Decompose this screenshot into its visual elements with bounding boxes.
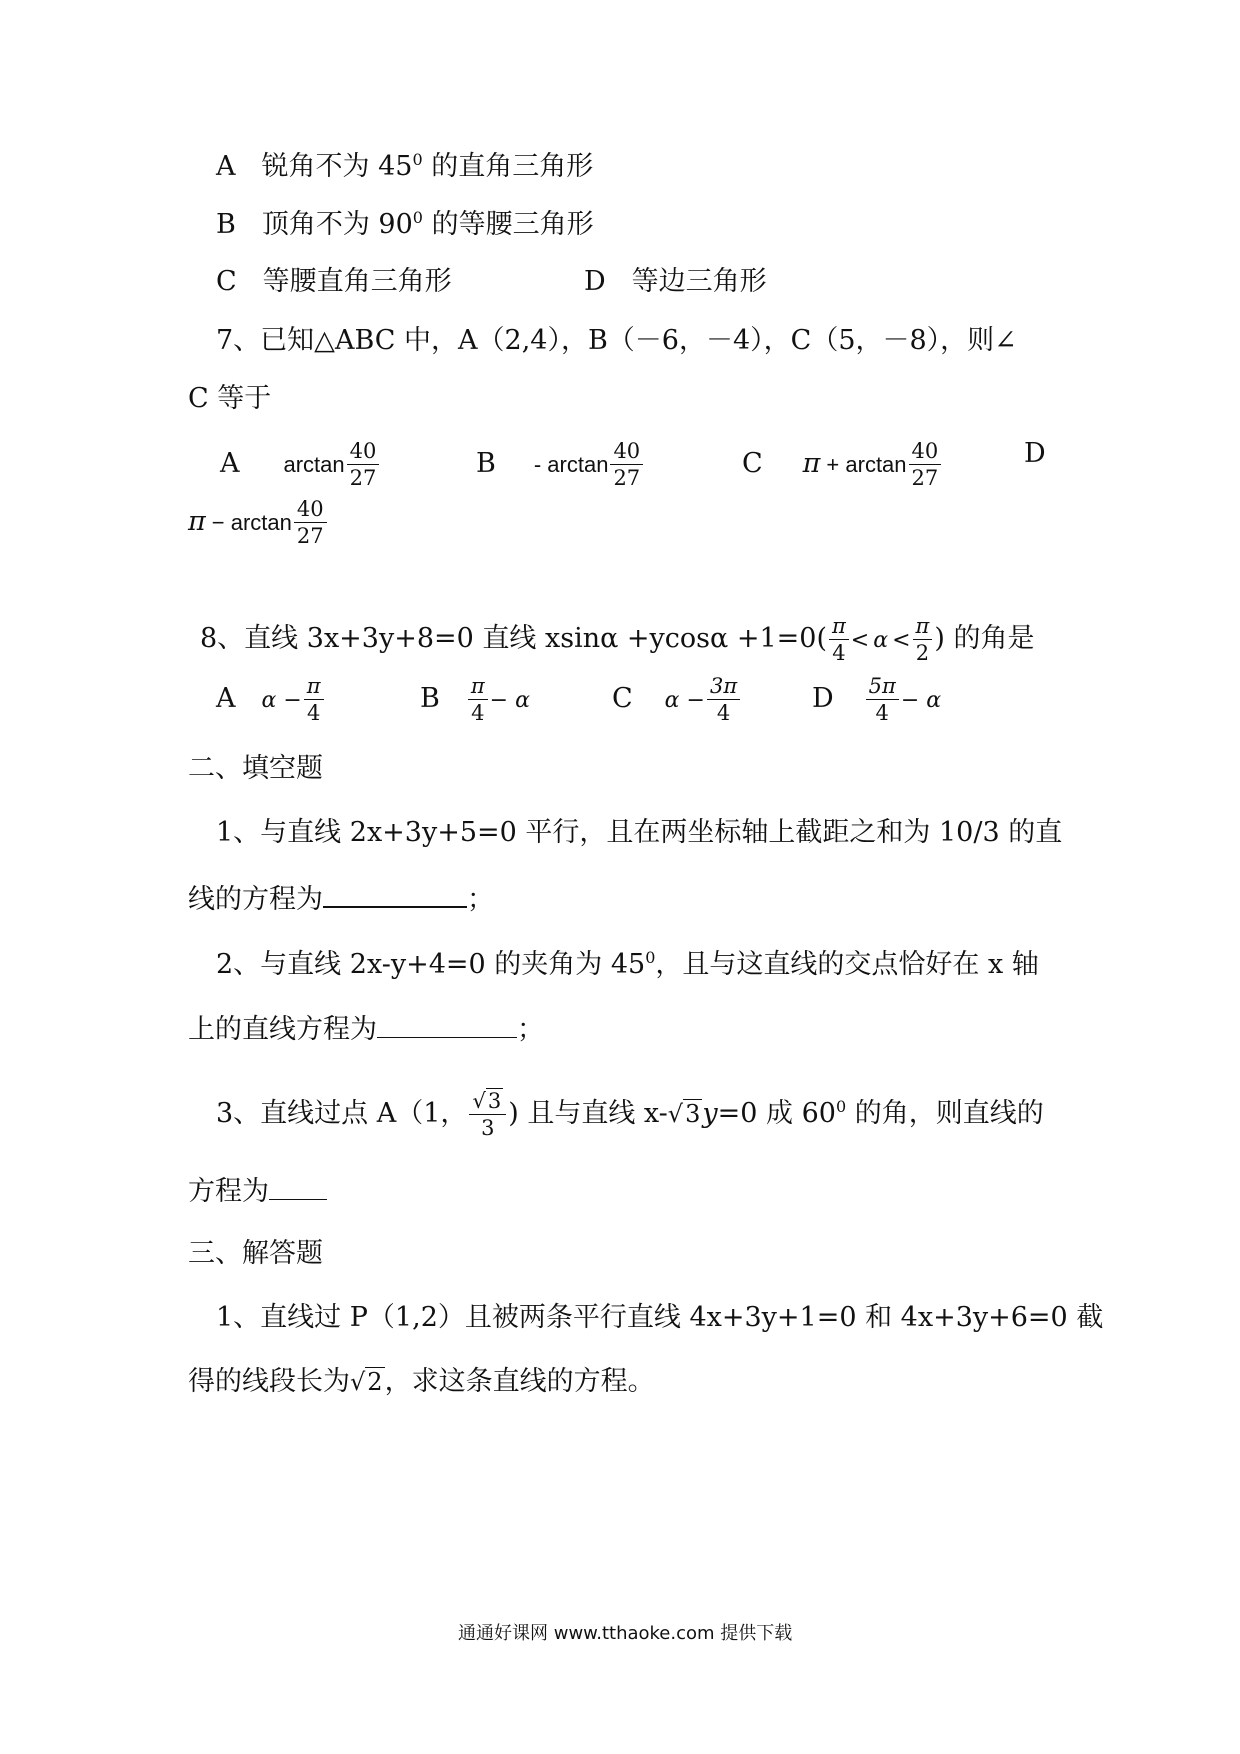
problem-q1-line2: 得的线段长为√2，求这条直线的方程。	[188, 1366, 655, 1397]
sqrt-symbol: √3	[667, 1100, 701, 1129]
fraction: $\frac{40}{27}$	[347, 440, 380, 489]
fill-q1-line2: 线的方程为 ；	[188, 884, 494, 915]
fraction: $\frac{√3}{3}$	[469, 1090, 506, 1139]
q7-stem-line2: C 等于	[188, 383, 272, 414]
fraction: $\frac{40}{27}$	[909, 440, 942, 489]
fill-q1-line1: 1、与直线 2x+3y+5=0 平行，且在两坐标轴上截距之和为 10/3 的直	[216, 817, 1063, 848]
answer-blank[interactable]	[323, 884, 467, 908]
q8-option-a: A α − $\frac{\pi}{4}$	[216, 675, 326, 724]
option-b: B 顶角不为 $90^0$ 的等腰三角形	[216, 208, 594, 240]
fraction: $\frac{\pi}{4}$	[829, 615, 849, 664]
q7-option-d: π − arctan $\frac{40}{27}$	[188, 498, 329, 547]
fraction: $\frac{5\pi}{4}$	[866, 675, 899, 724]
q7-option-a: A arctan $\frac{40}{27}$	[220, 440, 381, 489]
fraction: $\frac{40}{27}$	[610, 440, 643, 489]
sqrt-symbol: √2	[350, 1368, 383, 1396]
fraction: $\frac{3\pi}{4}$	[707, 675, 740, 724]
problem-q1-line1: 1、直线过 P（1,2）且被两条平行直线 4x+3y+1=0 和 4x+3y+6=0 截	[216, 1302, 1104, 1333]
fill-q2-line1: 2、与直线 2x-y+4=0 的夹角为 $45^0$，且与这直线的交点恰好在 x 轴	[216, 948, 1039, 980]
q8-stem: 8、直线 3x+3y+8=0 直线 xsinα +ycosα +1=0( $\frac{\pi}{4}$ < α < $\frac{\pi}{2}$ ) 的角是	[200, 614, 1035, 666]
footer-text: 通通好课网 www.tthaoke.com 提供下载	[458, 1623, 793, 1644]
option-d: D 等边三角形	[584, 266, 767, 297]
answer-blank[interactable]	[377, 1015, 517, 1038]
q8-option-d: D $\frac{5\pi}{4}$ − α	[812, 674, 942, 726]
option-a: A 锐角不为 $45^0$ 的直角三角形	[216, 150, 594, 182]
q7-stem-line1: 7、已知△ABC 中，A（2,4），B（－6，－4），C（5，－8），则∠	[216, 325, 1017, 356]
q7-option-c: C π + arctan $\frac{40}{27}$	[742, 440, 943, 489]
section-heading-problems: 三、解答题	[188, 1238, 323, 1269]
q8-option-b: B $\frac{\pi}{4}$ − α	[420, 674, 530, 726]
fraction: $\frac{\pi}{4}$	[468, 675, 488, 724]
q7-option-d-letter: D	[1024, 438, 1046, 469]
section-heading-fill-in: 二、填空题	[188, 753, 323, 784]
fraction: $\frac{40}{27}$	[294, 498, 327, 547]
answer-blank[interactable]	[269, 1177, 327, 1200]
fill-q3-line2: 方程为	[188, 1177, 327, 1205]
q7-option-b: B - arctan $\frac{40}{27}$	[476, 440, 645, 489]
fraction: $\frac{\pi}{4}$	[304, 675, 324, 724]
option-c: C 等腰直角三角形	[216, 266, 452, 297]
fill-q2-line2: 上的直线方程为 ；	[188, 1014, 544, 1045]
fill-q3-line1: 3、直线过点 A（1， $\frac{√3}{3}$ ) 且与直线 x-√3y=0 成 $60^0$ 的角，则直线的	[216, 1089, 1044, 1141]
sqrt-symbol: √3	[472, 1089, 502, 1113]
fraction: $\frac{\pi}{2}$	[913, 615, 933, 664]
q8-option-c: C α − $\frac{3\pi}{4}$	[612, 675, 742, 724]
